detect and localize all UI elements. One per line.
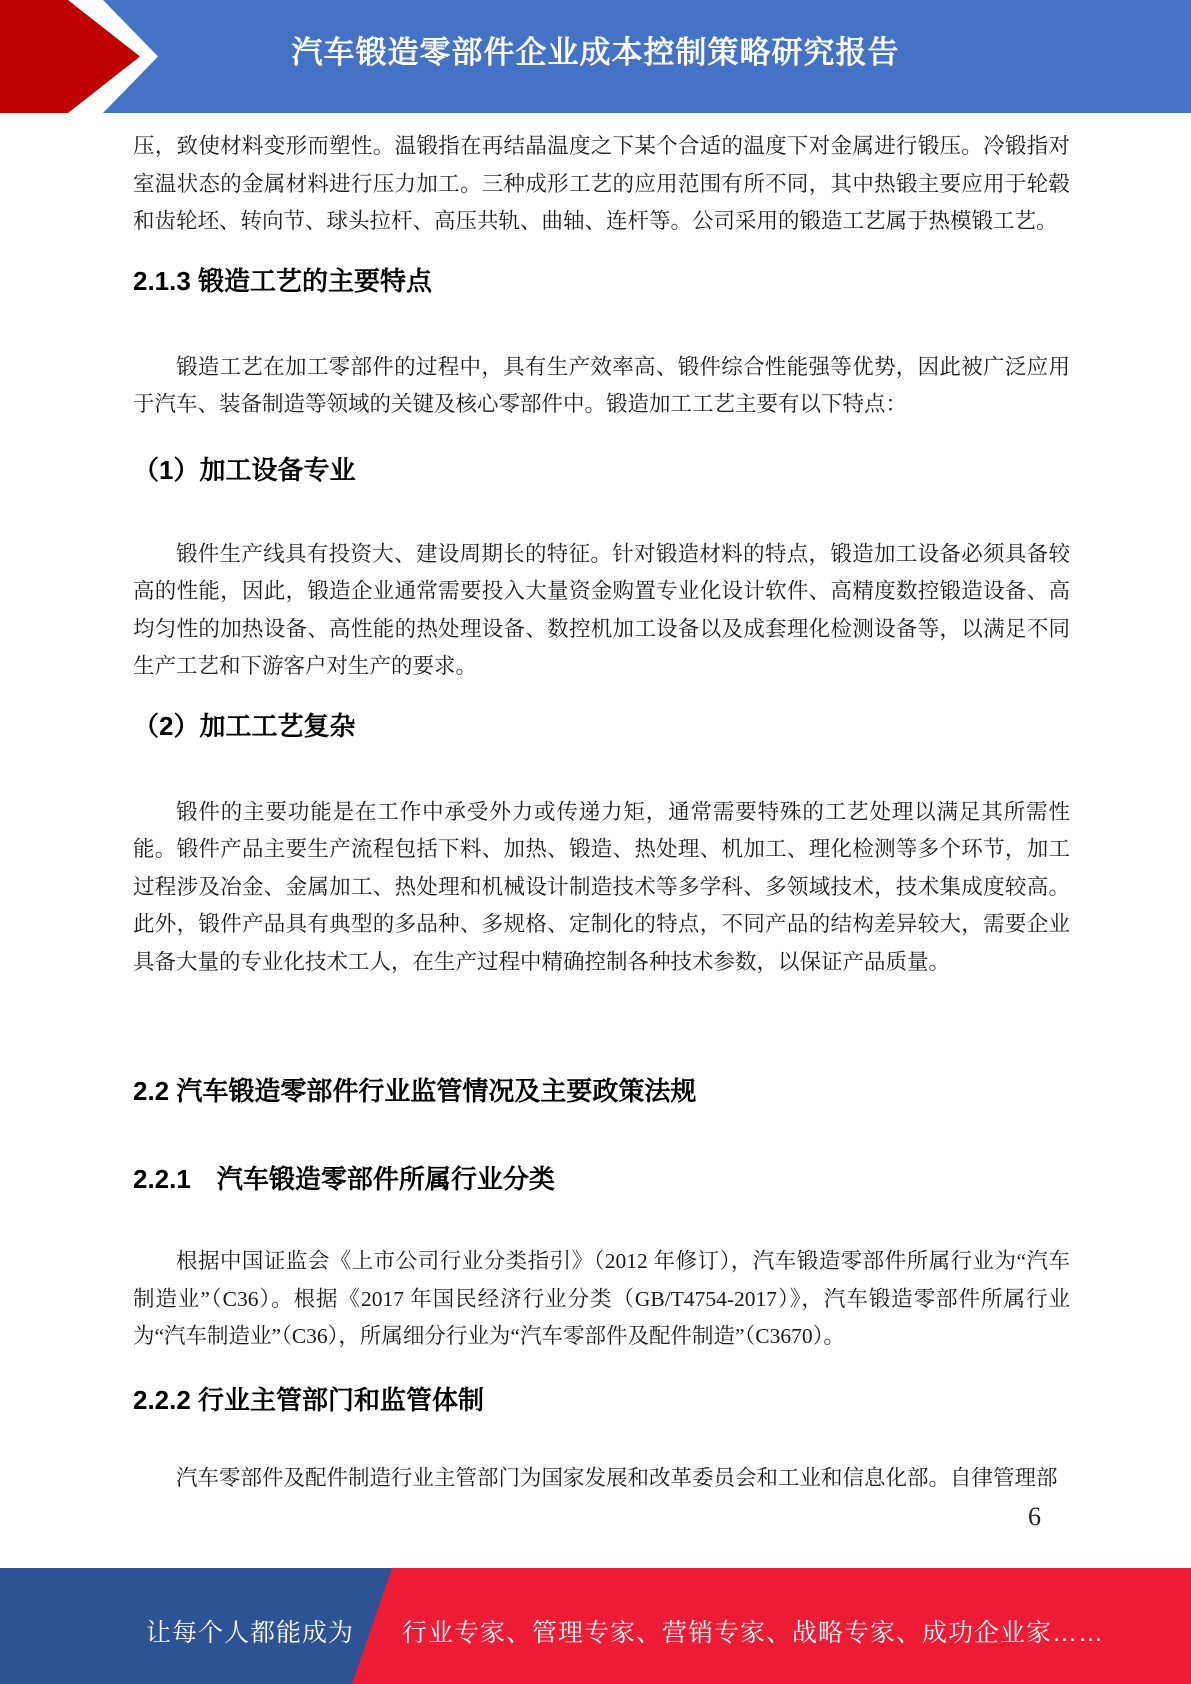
heading-sub-1-equipment: （1）加工设备专业: [133, 454, 356, 485]
paragraph-2-1-3: 锻造工艺在加工零部件的过程中，具有生产效率高、锻件综合性能强等优势，因此被广泛应用于汽车、装备制造等领域的关键及核心零部件中。锻造加工工艺主要有以下特点：: [133, 354, 1070, 416]
page-number: 6: [1028, 1502, 1041, 1531]
page-header-band: [0, 0, 1191, 113]
report-title: 汽车锻造零部件企业成本控制策略研究报告: [291, 35, 900, 70]
paragraph-forging-intro: 压，致使材料变形而塑性。温锻指在再结晶温度之下某个合适的温度下对金属进行锻压。冷锻指对室温状态的金属材料进行压力加工。三种成形工艺的应用范围有所不同，其中热锻主要应用于轮毂和齿轮坯、转向节、球头拉杆、高压共轨、曲轴、连杆等。公司采用的锻造工艺属于热模锻工艺。: [133, 134, 1070, 233]
page-body: [133, 113, 1070, 1497]
heading-2-2: 2.2 汽车锻造零部件行业监管情况及主要政策法规: [133, 1076, 697, 1106]
footer-slogan-left: 让每个人都能成为: [146, 1619, 355, 1647]
paragraph-2-2-2: 汽车零部件及配件制造行业主管部门为国家发展和改革委员会和工业和信息化部。自律管理部: [176, 1465, 1058, 1490]
paragraph-sub-1: 锻件生产线具有投资大、建设周期长的特征。针对锻造材料的特点，锻造加工设备必须具备较高的性能，因此，锻造企业通常需要投入大量资金购置专业化设计软件、高精度数控锻造设备、高均匀性的加热设备、高性能的热处理设备、数控机加工设备以及成套理化检测设备等，以满足不同生产工艺和下游客户对生产的要求。: [133, 541, 1070, 678]
footer-slogan-right: 行业专家、管理专家、营销专家、战略专家、成功企业家……: [402, 1619, 1105, 1647]
heading-2-1-3: 2.1.3 锻造工艺的主要特点: [133, 265, 433, 296]
heading-sub-2-process: （2）加工工艺复杂: [133, 710, 356, 741]
heading-2-2-1: 2.2.1 汽车锻造零部件所属行业分类: [133, 1164, 555, 1194]
heading-2-2-2: 2.2.2 行业主管部门和监管体制: [133, 1384, 485, 1415]
paragraph-2-2-1: 根据中国证监会《上市公司行业分类指引》（2012 年修订），汽车锻造零部件所属行业为“汽车制造业”（C36）。根据《2017 年国民经济行业分类（GB/T4754-2017）》，汽车锻造零部件所属行业为“汽车制造业”（C36），所属细分行业为“汽车零部件及配件制造”（C3670）。: [133, 1249, 1070, 1348]
paragraph-sub-2: 锻件的主要功能是在工作中承受外力或传递力矩，通常需要特殊的工艺处理以满足其所需性能。锻件产品主要生产流程包括下料、加热、锻造、热处理、机加工、理化检测等多个环节，加工过程涉及冶金、金属加工、热处理和机械设计制造技术等多学科、多领域技术，技术集成度较高。此外，锻件产品具有典型的多品种、多规格、定制化的特点，不同产品的结构差异较大，需要企业具备大量的专业化技术工人，在生产过程中精确控制各种技术参数，以保证产品质量。: [133, 799, 1070, 974]
page-footer-band: [0, 1568, 1191, 1684]
